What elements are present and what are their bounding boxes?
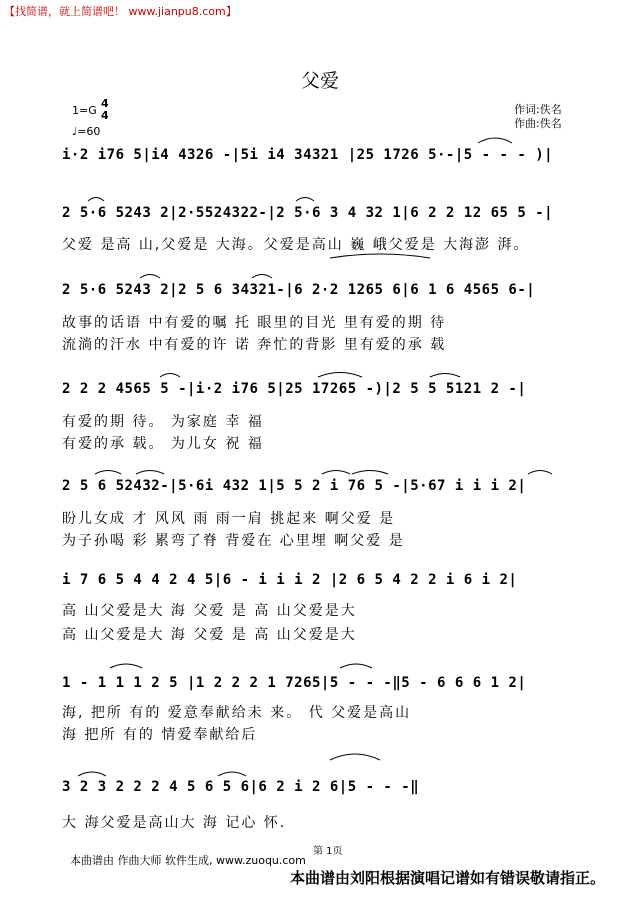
slur [330,754,380,760]
slur [95,471,121,475]
lyric-line-8-verse-1: 大 海父爱是高山大 海 记心 怀. [62,815,287,831]
lyric-line-7-verse-2: 海 把所 有的 情爱奉献给后 [62,727,258,743]
slur [252,275,272,279]
lyric-line-4-verse-2: 有爱的承 载。 为儿女 祝 福 [62,436,264,452]
time-signature-bottom: 4 [101,109,109,122]
slur [78,772,106,776]
tempo-marking: ♩=60 [72,125,101,138]
song-title: 父爱 [300,70,339,92]
lyric-line-4-verse-1: 有爱的期 待。 为家庭 幸 福 [62,414,264,430]
transcriber-note: 本曲谱由刘阳根据演唱记谱如有错误敬请指正。 [290,869,606,887]
notation-line-8: 3 2 3 2 2 2 4 5 6 5 6|6 2 i 2 6|5 - - -‖ [62,779,420,795]
slur [110,664,142,668]
slur [160,374,180,378]
notation-line-6: i 7 6 5 4 4 2 4 5|6 - i i i 2 |2 6 5 4 2 2 i 6 i 2| [62,572,518,588]
notation-line-1: i·2 i76 5|i4 4326 -|5i i4 34321 |25 1726 5·-|5 - - - )| [62,147,554,163]
lyric-line-6-verse-2: 高 山父爱是大 海 父爱 是 高 山父爱是大 [62,627,357,643]
slur [322,471,350,475]
slur [88,198,104,202]
notation-line-4: 2 2 2 4565 5 -|i·2 i76 5|25 17265 -)|2 5 5 5121 2 -| [62,381,527,397]
notation-line-3: 2 5·6 5243 2|2 5 6 34321-|6 2·2 1265 6|6 1 6 4565 6-| [62,282,536,298]
time-signature-top: 4 [101,97,109,110]
lyric-line-3-verse-2: 流淌的汗水 中有爱的许 诺 奔忙的背影 里有爱的承 载 [62,337,447,353]
slur [296,198,314,202]
page-number: 第 1页 [313,846,343,857]
slur [340,664,372,668]
slur [528,471,552,475]
slur [136,471,164,475]
lyric-line-5-verse-2: 为子孙喝 彩 累弯了脊 背爱在 心里埋 啊父爱 是 [62,533,405,549]
notation-line-7: 1 - 1 1 1 2 5 |1 2 2 2 1 7265|5 - - -‖5 - 6 6 6 1 2| [62,675,527,691]
lyricist-credit: 作词:佚名 [514,103,562,116]
notation-line-2: 2 5·6 5243 2|2·5524322-|2 5·6 3 4 32 1|6 2 2 12 65 5 -| [62,205,554,221]
slur [218,772,246,776]
slur [430,374,460,378]
site-banner[interactable]: 【找简谱，就上简谱吧！ www.jianpu8.com】 [4,5,237,18]
software-credit[interactable]: 本曲谱由 作曲大师 软件生成, www.zuoqu.com [70,854,306,867]
notation-line-5: 2 5 6 52432-|5·6i 432 1|5 5 2 i 76 5 -|5·67 i i i 2| [62,478,527,494]
slur [330,254,430,258]
lyric-line-7-verse-1: 海, 把所 有的 爱意奉献给未 来。 代 父爱是高山 [62,705,412,721]
key-signature: 1=G [72,104,97,117]
slur [352,471,388,475]
lyric-line-6-verse-1: 高 山父爱是大 海 父爱 是 高 山父爱是大 [62,603,357,619]
slur [478,138,512,143]
lyric-line-5-verse-1: 盼儿女成 才 风风 雨 雨一肩 挑起来 啊父爱 是 [62,511,396,527]
composer-credit: 作曲:佚名 [514,117,562,130]
slur [140,275,160,279]
slur [318,373,362,378]
lyric-line-3-verse-1: 故事的话语 中有爱的嘱 托 眼里的目光 里有爱的期 待 [62,315,447,331]
lyric-line-2-verse-1: 父爱 是高 山,父爱是 大海。父爱是高山 巍 峨父爱是 大海澎 湃。 [62,237,530,253]
